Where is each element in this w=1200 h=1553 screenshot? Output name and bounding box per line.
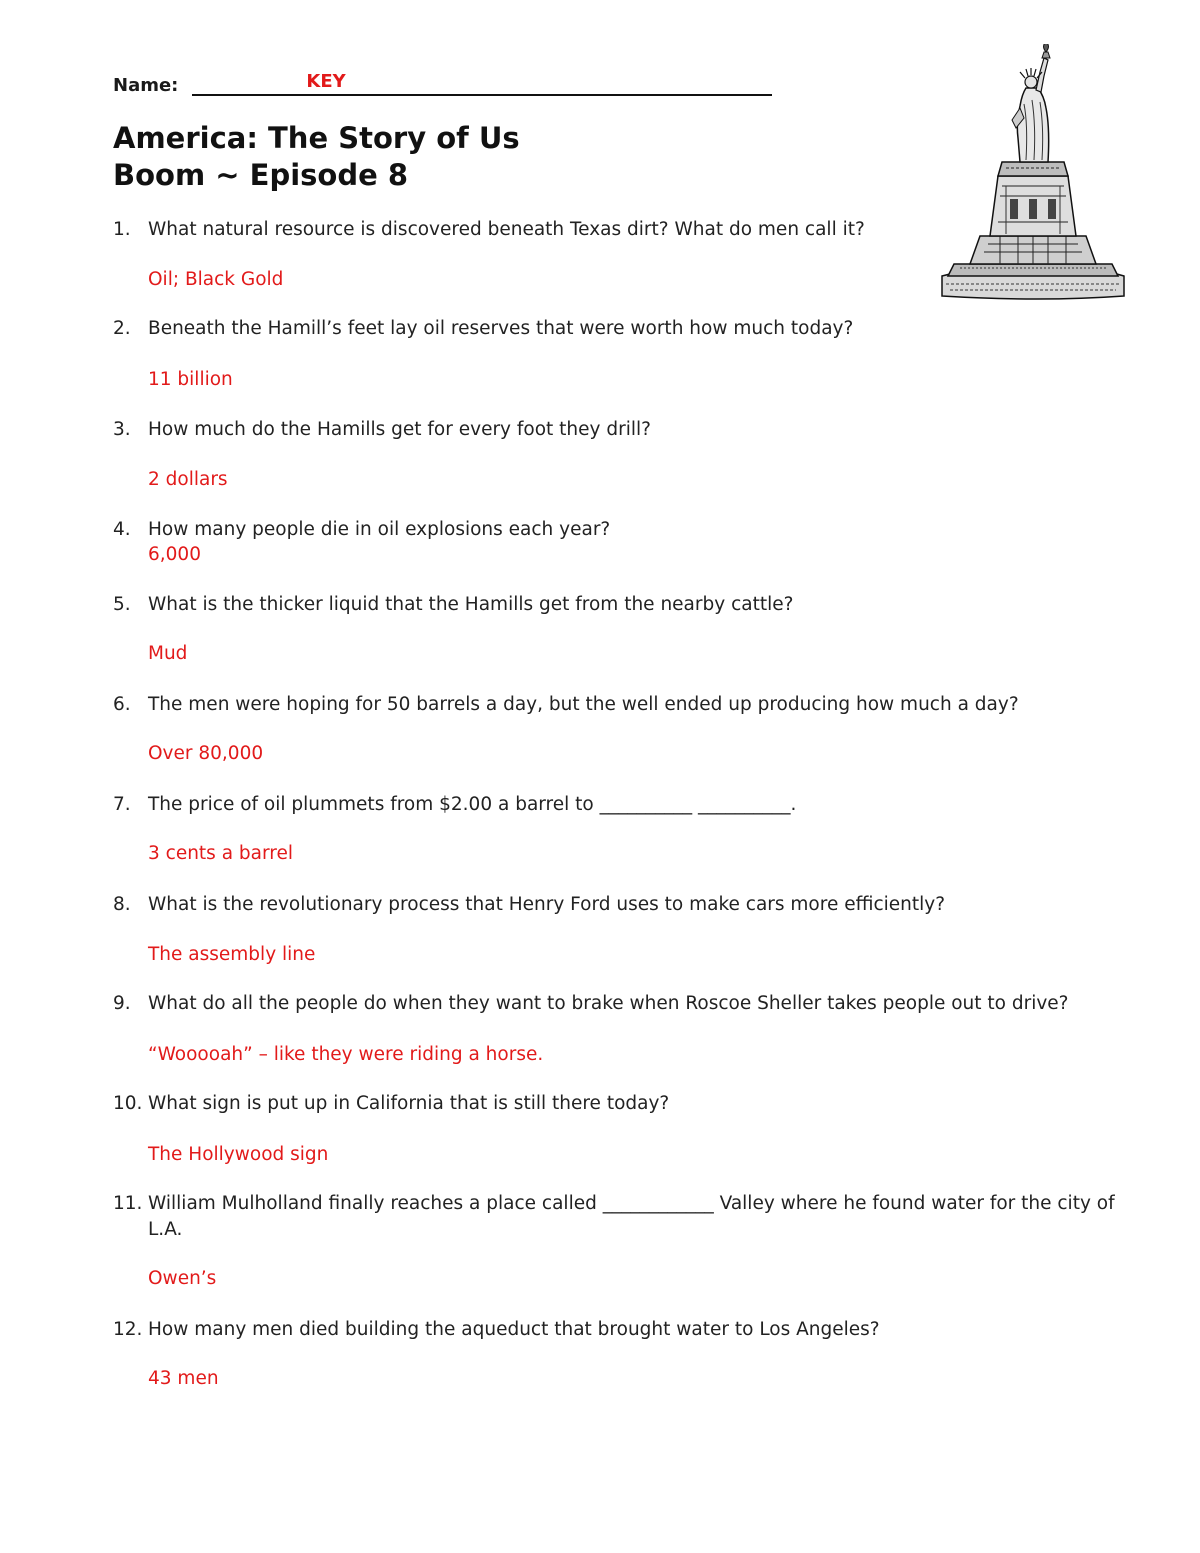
question-text: The price of oil plummets from $2.00 a barrel to __________ __________. xyxy=(148,794,797,815)
answer-3: 2 dollars xyxy=(148,469,228,490)
question-number: 3. xyxy=(113,419,131,440)
question-text: Beneath the Hamill’s feet lay oil reserves that were worth how much today? xyxy=(148,318,854,339)
answer-11: Owen’s xyxy=(148,1268,217,1289)
answer-5: Mud xyxy=(148,643,188,664)
answer-2: 11 billion xyxy=(148,369,233,390)
question-text: What is the revolutionary process that Henry Ford uses to make cars more efficiently? xyxy=(148,894,946,915)
name-label: Name: xyxy=(113,75,179,96)
statue-of-liberty-illustration xyxy=(940,44,1126,302)
answer-8: The assembly line xyxy=(148,944,316,965)
question-number: 12. xyxy=(113,1319,143,1340)
question-number: 4. xyxy=(113,519,131,540)
answer-4: 6,000 xyxy=(148,544,201,565)
question-number: 11. xyxy=(113,1193,143,1214)
name-field-row xyxy=(113,70,772,96)
answer-12: 43 men xyxy=(148,1368,219,1389)
question-number: 10. xyxy=(113,1093,143,1114)
question-text: The men were hoping for 50 barrels a day, but the well ended up producing how much a day? xyxy=(148,694,1019,715)
title-line-1: America: The Story of Us xyxy=(113,121,520,155)
question-number: 8. xyxy=(113,894,131,915)
question-text: William Mulholland finally reaches a place called ____________ Valley where he found water for the city of L.A. xyxy=(148,1193,1115,1240)
question-text: How much do the Hamills get for every foot they drill? xyxy=(148,419,651,440)
answer-7: 3 cents a barrel xyxy=(148,843,294,864)
page-title xyxy=(113,120,520,194)
question-text: How many men died building the aqueduct that brought water to Los Angeles? xyxy=(148,1319,880,1340)
question-number: 6. xyxy=(113,694,131,715)
name-value: KEY xyxy=(306,71,346,92)
question-number: 1. xyxy=(113,219,131,240)
answer-6: Over 80,000 xyxy=(148,743,264,764)
answer-9: “Wooooah” – like they were riding a horse. xyxy=(148,1044,544,1065)
question-text: What is the thicker liquid that the Hamills get from the nearby cattle? xyxy=(148,594,794,615)
question-number: 7. xyxy=(113,794,131,815)
question-number: 5. xyxy=(113,594,131,615)
answer-1: Oil; Black Gold xyxy=(148,269,284,290)
name-field xyxy=(192,70,772,96)
question-text: How many people die in oil explosions each year? xyxy=(148,519,611,540)
question-text: What sign is put up in California that is still there today? xyxy=(148,1093,670,1114)
question-text: What do all the people do when they want to brake when Roscoe Sheller takes people out to drive? xyxy=(148,993,1069,1014)
title-line-2: Boom ~ Episode 8 xyxy=(113,158,409,192)
question-number: 9. xyxy=(113,993,131,1014)
answer-10: The Hollywood sign xyxy=(148,1144,329,1165)
question-text: What natural resource is discovered beneath Texas dirt? What do men call it? xyxy=(148,219,865,240)
question-number: 2. xyxy=(113,318,131,339)
